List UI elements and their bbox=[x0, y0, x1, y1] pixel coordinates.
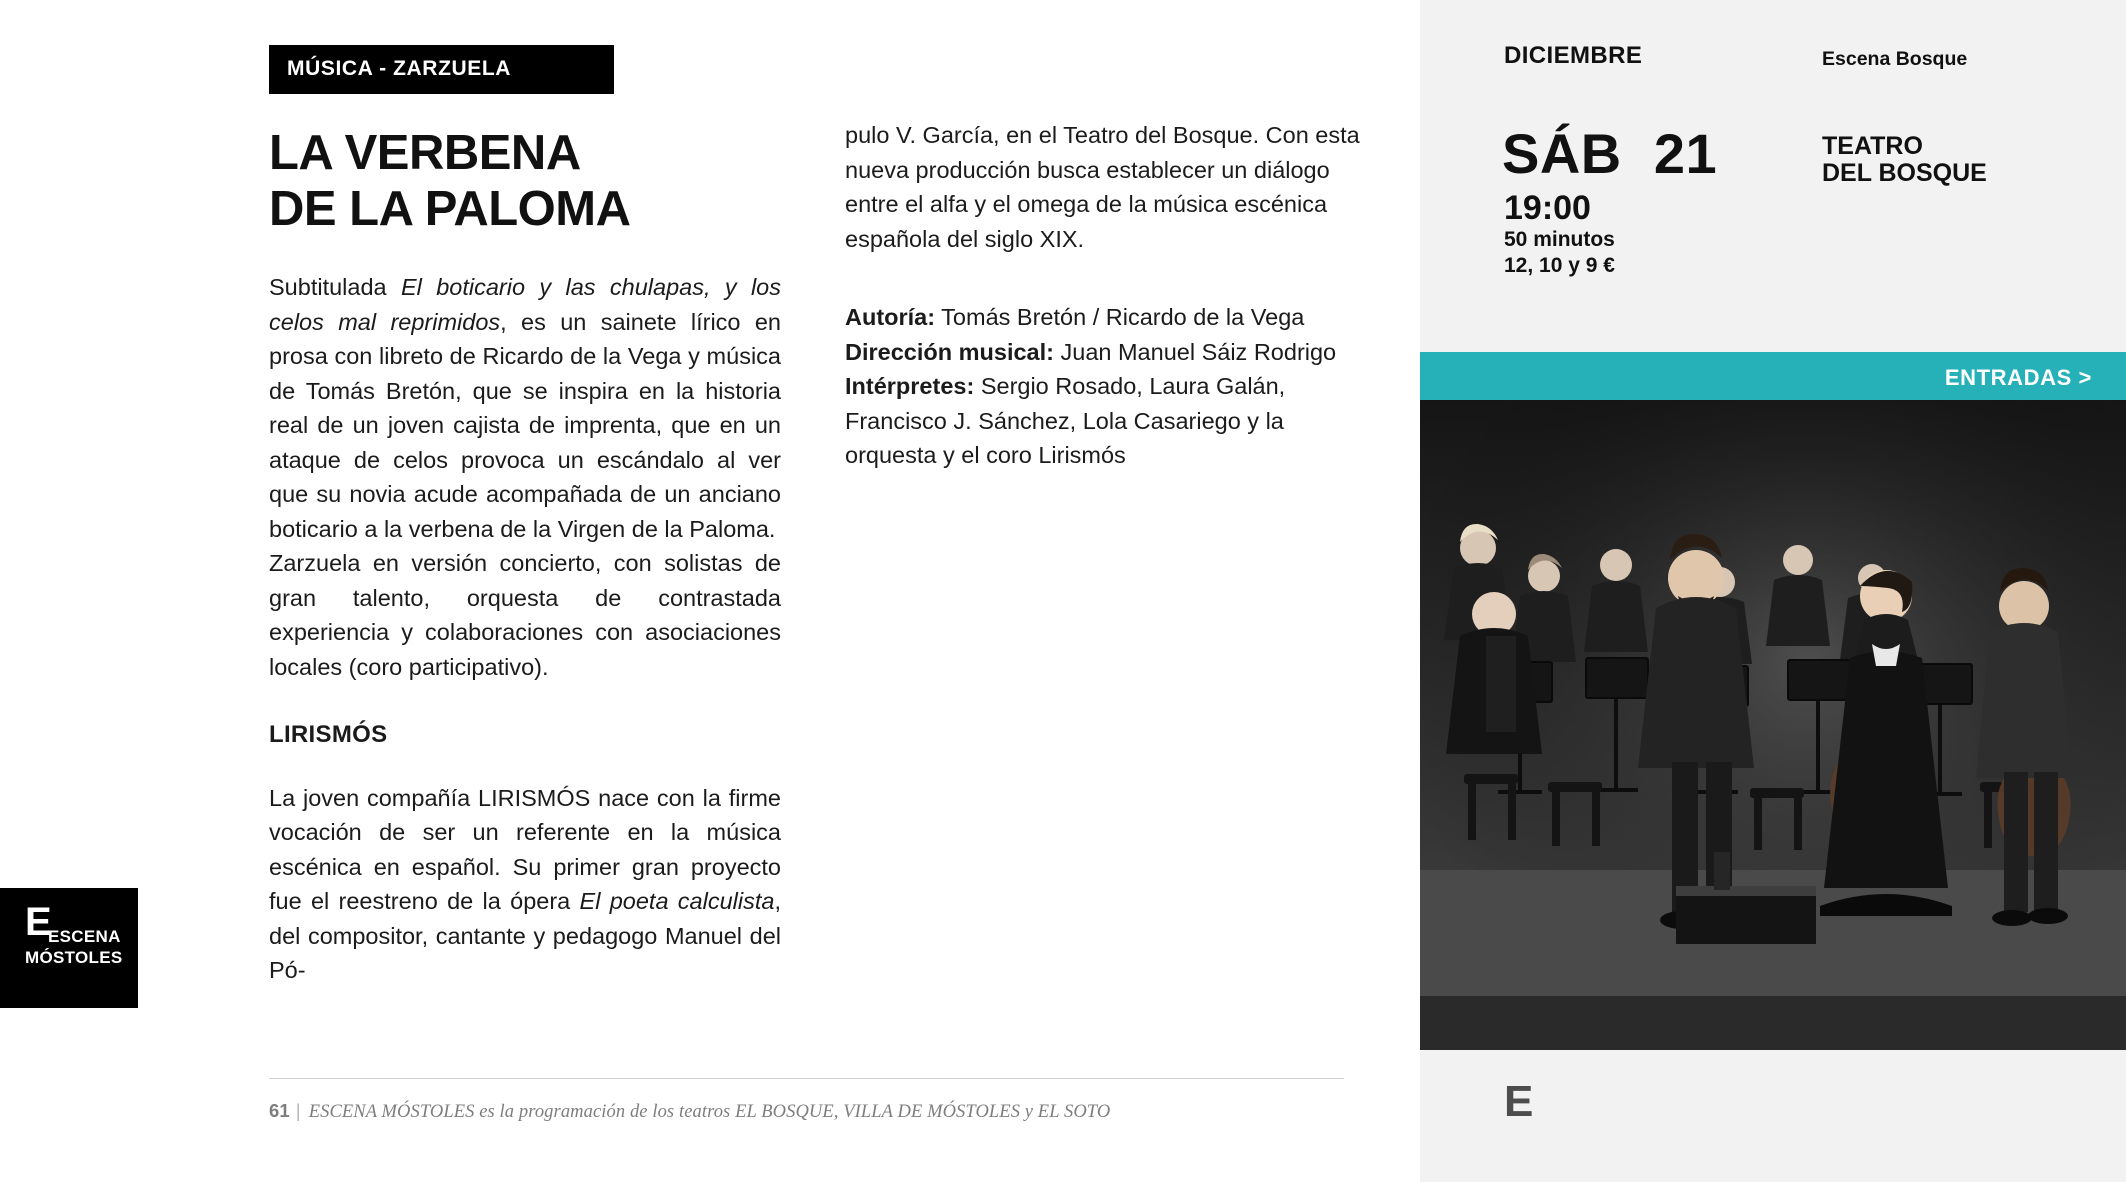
paragraph-company-continued: pulo V. García, en el Teatro del Bosque. Con esta nueva producción busca establecer un diálogo entre el alfa y el omega de la música escénica española del siglo XIX. bbox=[845, 122, 1360, 252]
page-footer bbox=[269, 1100, 1110, 1123]
footer-page-number: 61 bbox=[269, 1100, 290, 1121]
event-venue bbox=[1822, 133, 1987, 187]
company-subheading: LIRISMÓS bbox=[269, 721, 388, 748]
credit-autoria-label: Autoría: bbox=[845, 304, 936, 330]
credit-direccion-value: Juan Manuel Sáiz Rodrigo bbox=[1053, 338, 1337, 365]
tickets-button-label: ENTRADAS > bbox=[1944, 365, 2092, 390]
company-intro: La joven compañía LIRISMÓS nace con la firme vocación de ser un referente en la música escénica en español. Su primer gran proyecto fue el reestreno de la ópera bbox=[269, 784, 781, 914]
credit-interpretes-label: Intérpretes: bbox=[845, 373, 975, 399]
escena-bosque-mark bbox=[1504, 1077, 1550, 1132]
title-line-2: DE LA PALOMA bbox=[269, 182, 631, 236]
synopsis-rest: , es un sainete lírico en prosa con libreto de Ricardo de la Vega y música de Tomás Bretón, que se inspira en la historia real de un joven cajista de imprenta, que en un ataque de celos provoca un escándalo al ver que su novia acude acompañada de un anciano boticario a la verbena de la Virgen de la Paloma. bbox=[269, 308, 781, 542]
credits-block bbox=[845, 300, 1365, 473]
venue-line-1: TEATRO bbox=[1822, 132, 1923, 160]
event-time: 19:00 bbox=[1504, 189, 1591, 227]
logo-line-escena: ESCENA bbox=[48, 927, 121, 946]
paragraph-concert: Zarzuela en versión concierto, con solistas de gran talento, orquesta de contrastada experiencia y colaboraciones con asociaciones locales (coro participativo). bbox=[269, 550, 781, 680]
event-date: SÁB 21 bbox=[1502, 122, 1718, 185]
event-duration: 50 minutos bbox=[1504, 228, 1615, 251]
credit-direccion bbox=[845, 335, 1365, 370]
credit-autoria-value: Tomás Bretón / Ricardo de la Vega bbox=[935, 304, 1305, 330]
escena-mostoles-logo bbox=[0, 888, 138, 1008]
stage-photo-illustration bbox=[1420, 400, 2126, 1050]
paragraph-company bbox=[269, 781, 781, 988]
venue-line-2: DEL BOSQUE bbox=[1822, 159, 1987, 187]
event-month: DICIEMBRE bbox=[1504, 42, 1643, 69]
event-brand: Escena Bosque bbox=[1822, 48, 1968, 70]
logo-line-mostoles: MÓSTOLES bbox=[25, 948, 123, 967]
credit-direccion-label: Dirección musical: bbox=[845, 338, 1054, 365]
tickets-button[interactable] bbox=[1420, 352, 2126, 400]
footer-divider bbox=[269, 1078, 1344, 1079]
description-column-right bbox=[845, 118, 1365, 473]
credit-autoria bbox=[845, 300, 1365, 335]
footer-separator: | bbox=[295, 1100, 301, 1121]
company-opera-title: El poeta calculista bbox=[579, 888, 775, 914]
paragraph-synopsis bbox=[269, 270, 781, 546]
synopsis-intro: Subtitulada bbox=[269, 274, 401, 300]
synopsis-subtitle: El boticario y las chulapas, y los celos mal reprimidos bbox=[269, 274, 781, 335]
event-sidebar bbox=[1420, 0, 2126, 1182]
side-logo-letter: E bbox=[1504, 1077, 1531, 1126]
page-title bbox=[269, 125, 789, 237]
credit-interpretes bbox=[845, 369, 1365, 473]
event-price: 12, 10 y 9 € bbox=[1504, 254, 1615, 277]
company-rest: , del compositor, cantante y pedagogo Manuel del Pó- bbox=[269, 888, 781, 983]
category-tag: MÚSICA - ZARZUELA bbox=[269, 45, 614, 94]
credit-interpretes-value: Sergio Rosado, Laura Galán, Francisco J. Sánchez, Lola Casariego y la orquesta y el coro Lirismós bbox=[845, 373, 1286, 468]
event-photo bbox=[1420, 400, 2126, 1050]
title-line-1: LA VERBENA bbox=[269, 126, 581, 180]
footer-text: ESCENA MÓSTOLES es la programación de los teatros EL BOSQUE, VILLA DE MÓSTOLES y EL SOTO bbox=[308, 1102, 1111, 1122]
logo-letter-e: E bbox=[25, 900, 52, 944]
description-column-left bbox=[269, 270, 781, 988]
